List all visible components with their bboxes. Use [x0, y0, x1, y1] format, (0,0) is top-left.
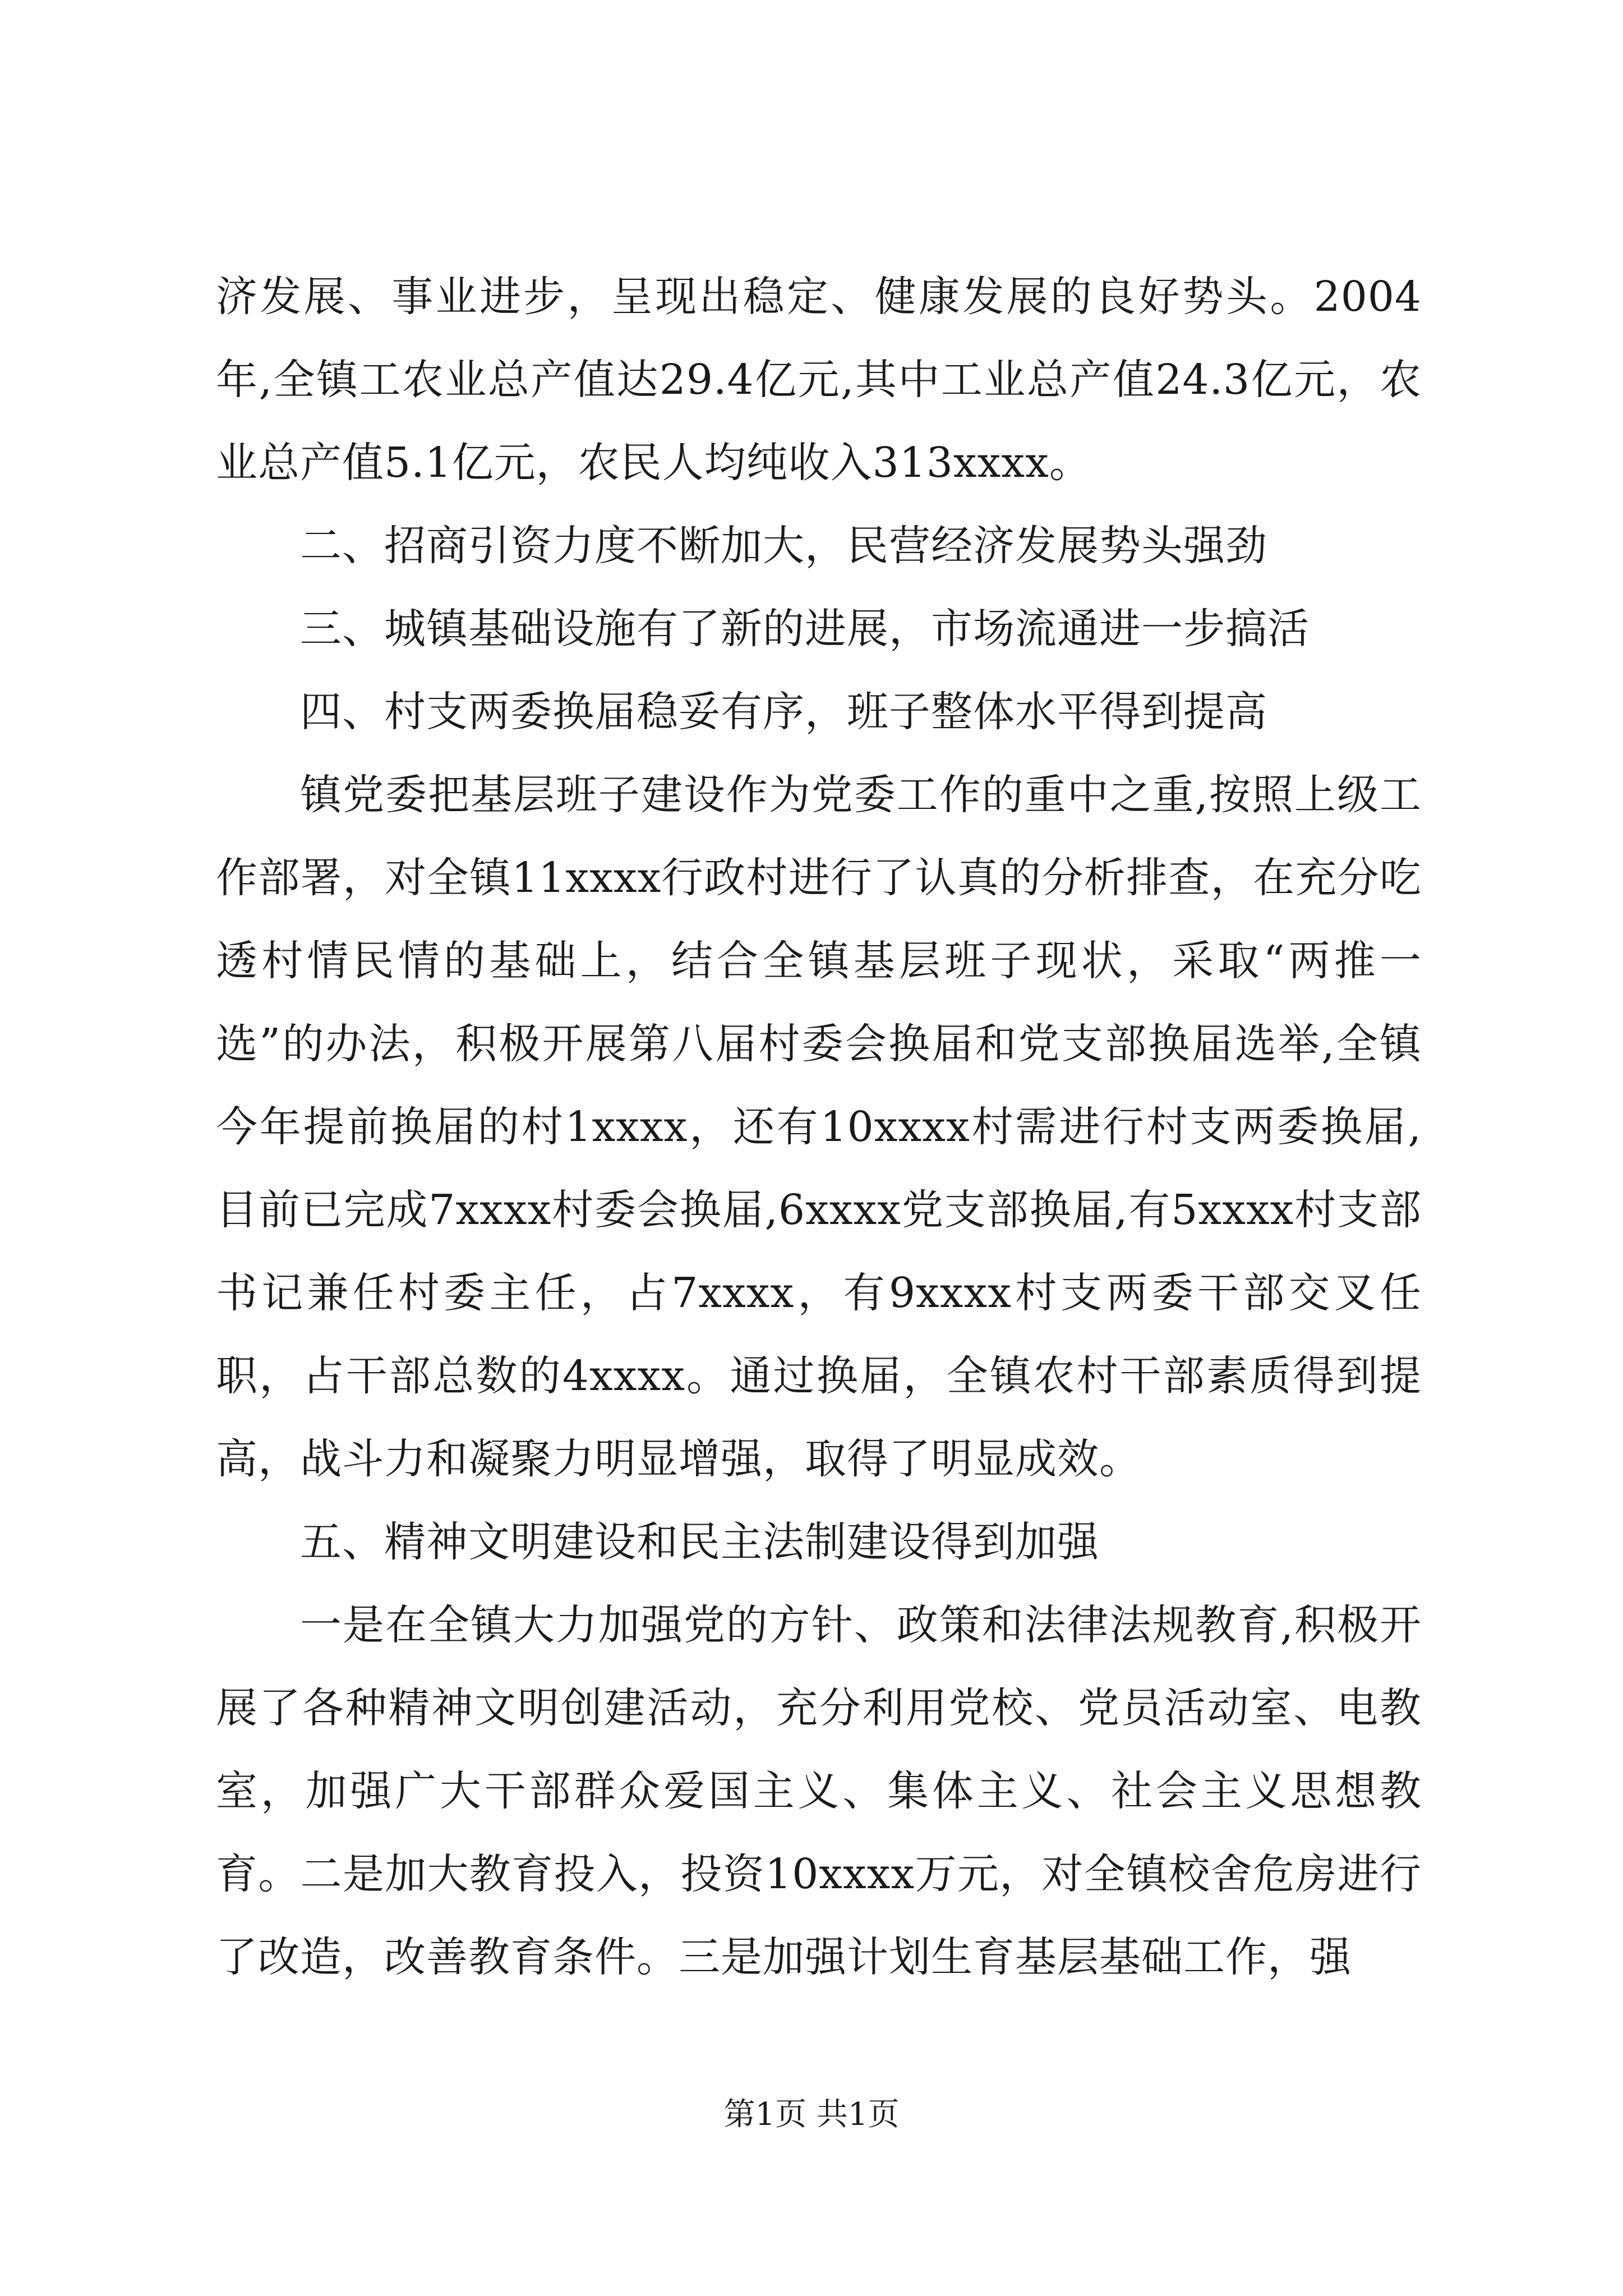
paragraph-civilization: 一是在全镇大力加强党的方针、政策和法律法规教育,积极开展了各种精神文明创建活动，充分利用党校、党员活动室、电教室，加强广大干部群众爱国主义、集体主义、社会主义思想教育。二是加大教育投入，投资10xxxx万元，对全镇校舍危房进行了改造，改善教育条件。三是加强计划生育基层基础工作，强 — [216, 1601, 1422, 1981]
document-body — [216, 255, 1422, 1999]
heading-infrastructure: 三、城镇基础设施有了新的进展，市场流通进一步搞活 — [300, 605, 1310, 653]
page-footer: 第1页 共1页 — [723, 2096, 900, 2133]
heading-village-election: 四、村支两委换届稳妥有序，班子整体水平得到提高 — [300, 688, 1267, 736]
paragraph-village-election: 镇党委把基层班子建设作为党委工作的重中之重,按照上级工作部署，对全镇11xxxx行政村进行了认真的分析排查，在充分吃透村情民情的基础上，结合全镇基层班子现状，采取“两推一选”的办法，积极开展第八届村委会换届和党支部换届选举,全镇今年提前换届的村1xxxx，还有10xxxx村需进行村支两委换届,目前已完成7xxxx村委会换届,6xxxx党支部换届,有5xxxx村支部书记兼任村委主任，占7xxxx，有9xxxx村支两委干部交叉任职，占干部总数的4xxxx。通过换届，全镇农村干部素质得到提高，战斗力和凝聚力明显增强，取得了明显成效。 — [216, 771, 1422, 1483]
heading-investment: 二、招商引资力度不断加大，民营经济发展势头强劲 — [300, 522, 1267, 570]
paragraph-economy-summary: 济发展、事业进步，呈现出稳定、健康发展的良好势头。2004年,全镇工农业总产值达29.4亿元,其中工业总产值24.3亿元，农业总产值5.1亿元，农民人均纯收入313xxxx。 — [216, 273, 1422, 487]
heading-civilization: 五、精神文明建设和民主法制建设得到加强 — [300, 1518, 1099, 1566]
